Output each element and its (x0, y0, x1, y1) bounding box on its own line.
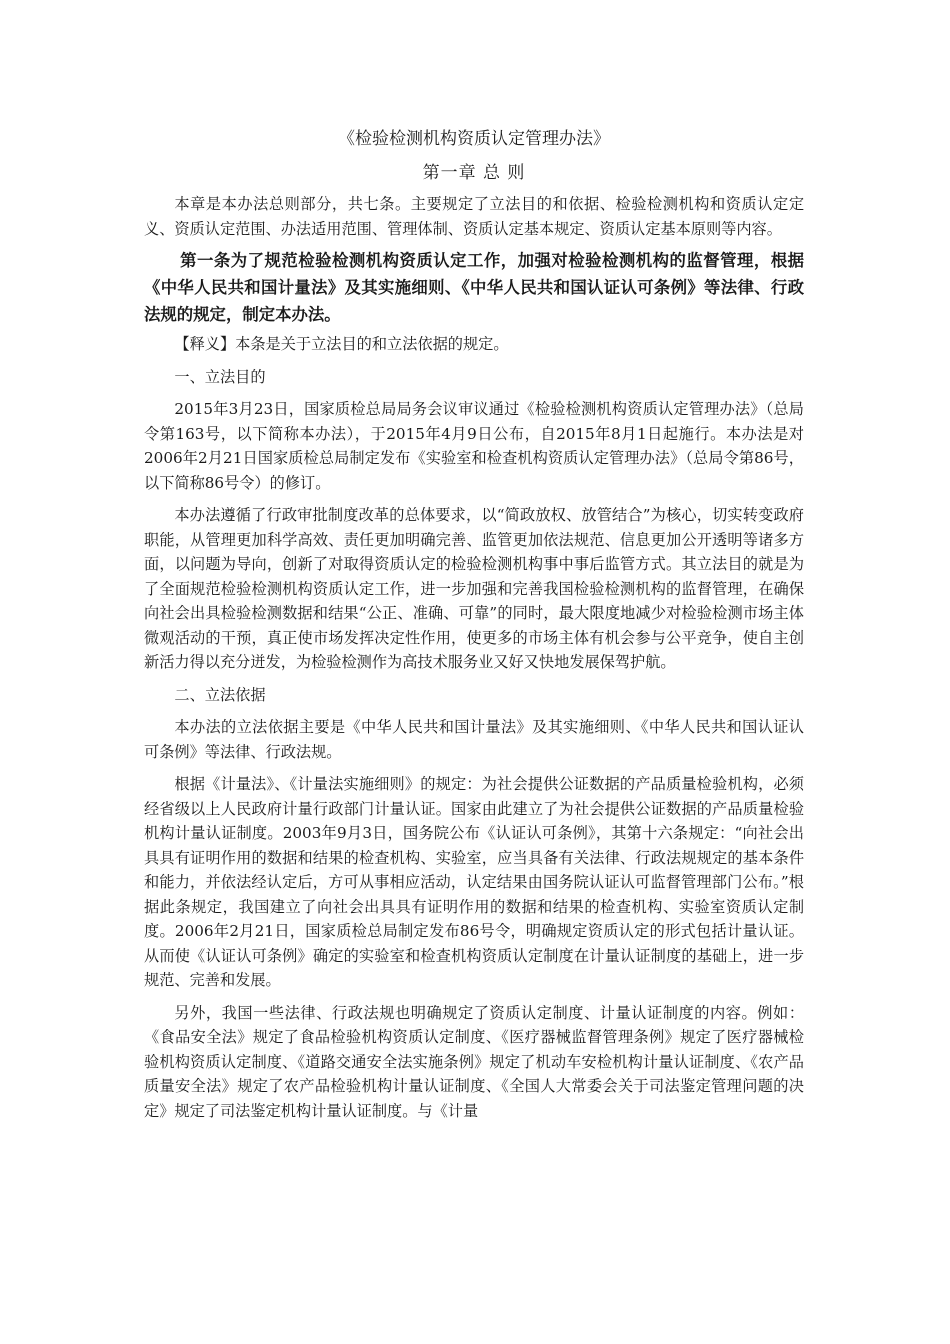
legislative-basis-paragraph-3: 另外，我国一些法律、行政法规也明确规定了资质认定制度、计量认证制度的内容。例如：《食品安全法》规定了食品检验机构资质认定制度、《医疗器械监督管理条例》规定了医疗器械检验机构资质认定制度、《道路交通安全法实施条例》规定了机动车安检机构计量认证制度、《农产品质量安全法》规定了农产品检验机构计量认证制度、《全国人大常委会关于司法鉴定管理问题的决定》规定了司法鉴定机构计量认证制度。与《计量 (144, 1003, 804, 1120)
legislative-purpose-paragraph-2: 本办法遵循了行政审批制度改革的总体要求，以“简政放权、放管结合”为核心，切实转变政府职能，从管理更加科学高效、责任更加明确完善、监管更加依法规范、信息更加公开透明等诸多方面，以问题为导向，创新了对取得资质认定的检验检测机构事中事后监管方式。其立法目的就是为了全面规范检验检测机构资质认定工作，进一步加强和完善我国检验检测机构的监督管理，在确保向社会出具检验检测数据和结果“公正、准确、可靠”的同时，最大限度地减少对检验检测市场主体微观活动的干预，真正使市场发挥决定性作用，使更多的市场主体有机会参与公平竞争，使自主创新活力得以充分迸发，为检验检测作为高技术服务业又好又快地发展保驾护航。 (144, 506, 804, 671)
legislative-basis-paragraph-2: 根据《计量法》、《计量法实施细则》的规定：为社会提供公证数据的产品质量检验机构，必须经省级以上人民政府计量行政部门计量认证。国家由此建立了为社会提供公证数据的产品质量检验机构计量认证制度。2003年9月3日，国务院公布《认证认可条例》，其第十六条规定：“向社会出具具有证明作用的数据和结果的检查机构、实验室，应当具备有关法律、行政法规规定的基本条件和能力，并依法经认定后，方可从事相应活动，认定结果由国务院认证认可监督管理部门公布。”根据此条规定，我国建立了向社会出具具有证明作用的数据和结果的检查机构、实验室资质认定制度。2006年2月21日，国家质检总局制定发布86号令，明确规定资质认定的形式包括计量认证。从而使《认证认可条例》确定的实验室和检查机构资质认定制度在计量认证制度的基础上，进一步规范、完善和发展。 (144, 775, 804, 989)
document-title: 《检验检测机构资质认定管理办法》 (338, 129, 610, 149)
article-1-text: 第一条为了规范检验检测机构资质认定工作，加强对检验检测机构的监督管理，根据《中华人民共和国计量法》及其实施细则、《中华人民共和国认证认可条例》等法律、行政法规的规定，制定本办法。 (144, 251, 804, 324)
legislative-basis-paragraph-1: 本办法的立法依据主要是《中华人民共和国计量法》及其实施细则、《中华人民共和国认证认可条例》等法律、行政法规。 (144, 718, 804, 761)
chapter-title: 第一章 总 则 (422, 163, 526, 183)
interpretation-note: 【释义】本条是关于立法目的和立法依据的规定。 (174, 335, 509, 353)
legislative-purpose-paragraph-1: 2015年3月23日，国家质检总局局务会议审议通过《检验检测机构资质认定管理办法》（总局令第163号，以下简称本办法），于2015年4月9日公布，自2015年8月1日起施行。本办法是对2006年2月21日国家质检总局制定发布《实验室和检查机构资质认定管理办法》（总局令第86号，以下简称86号令）的修订。 (144, 400, 804, 492)
section-heading-legislative-purpose: 一、立法目的 (174, 367, 266, 386)
document-page (144, 124, 804, 1127)
section-heading-legislative-basis: 二、立法依据 (174, 685, 266, 704)
chapter-intro-paragraph: 本章是本办法总则部分，共七条。主要规定了立法目的和依据、检验检测机构和资质认定定义、资质认定范围、办法适用范围、管理体制、资质认定基本规定、资质认定基本原则等内容。 (144, 195, 804, 238)
